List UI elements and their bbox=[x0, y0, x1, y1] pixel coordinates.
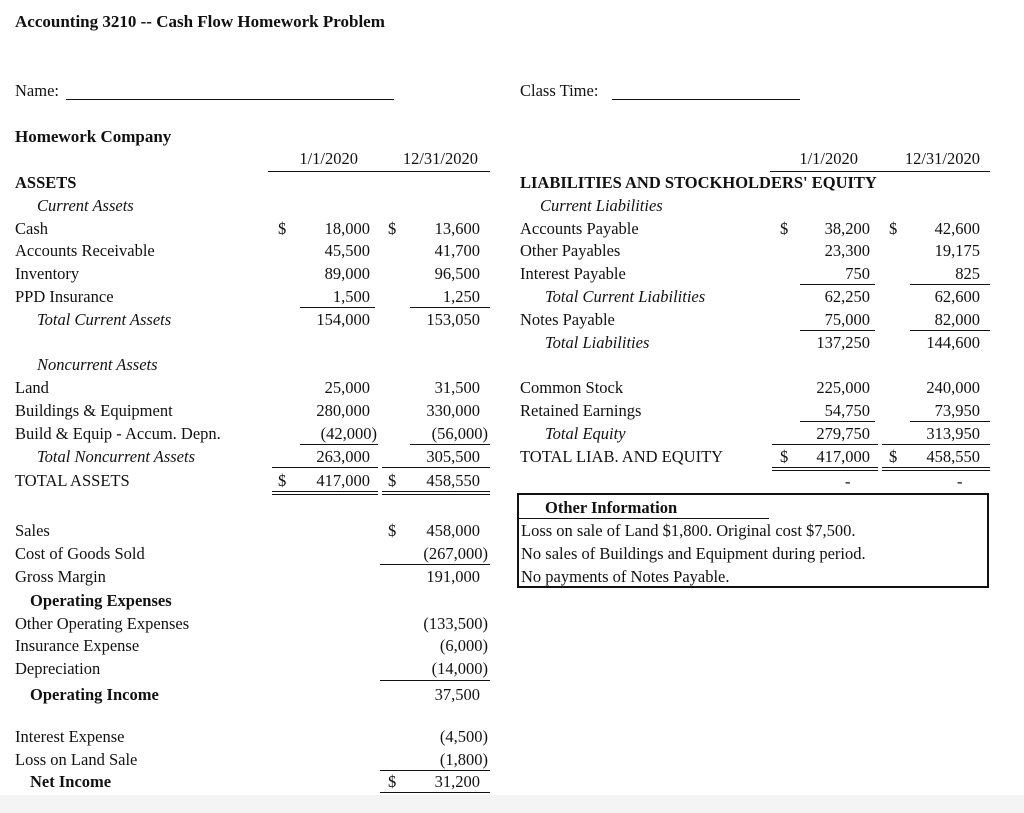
subtotal-rule bbox=[300, 307, 375, 308]
land-value-1: 25,000 bbox=[324, 378, 370, 397]
subtotal-rule bbox=[380, 680, 490, 681]
accounts-payable-dollar-1: $ bbox=[780, 219, 789, 238]
cogs-value: (267,000) bbox=[423, 544, 488, 563]
interest-payable-value-1: 750 bbox=[845, 264, 870, 283]
loss-on-land-sale-label: Loss on Land Sale bbox=[15, 750, 138, 769]
interest-expense-value: (4,500) bbox=[439, 727, 488, 746]
total-liabilities-value-2: 144,600 bbox=[926, 333, 980, 352]
subtotal-rule bbox=[410, 307, 490, 308]
net-income-value: 31,200 bbox=[434, 772, 480, 791]
depreciation-label: Depreciation bbox=[15, 659, 101, 678]
total-current-liabilities-label: Total Current Liabilities bbox=[545, 287, 706, 306]
other-payables-value-1: 23,300 bbox=[824, 241, 870, 260]
accounts-payable-dollar-2: $ bbox=[889, 219, 898, 238]
other-payables-label: Other Payables bbox=[520, 241, 621, 260]
total-rule bbox=[272, 467, 378, 468]
land-label: Land bbox=[15, 378, 49, 397]
other-information-heading-rule bbox=[519, 518, 769, 519]
total-liab-equity-dollar-1: $ bbox=[780, 447, 789, 466]
name-field-line[interactable] bbox=[66, 99, 394, 100]
total-liabilities-value-1: 137,250 bbox=[816, 333, 870, 352]
retained-earnings-value-1: 54,750 bbox=[824, 401, 870, 420]
double-underline bbox=[382, 491, 490, 492]
subtotal-rule bbox=[410, 444, 490, 445]
subtotal-rule bbox=[910, 421, 990, 422]
balance-check-2: - bbox=[957, 472, 963, 491]
subtotal-rule bbox=[380, 564, 490, 565]
accum-depn-value-1: (42,000) bbox=[320, 424, 377, 443]
cash-dollar-2: $ bbox=[388, 219, 397, 238]
land-value-2: 31,500 bbox=[434, 378, 480, 397]
insurance-expense-label: Insurance Expense bbox=[15, 636, 140, 655]
ppd-insurance-label: PPD Insurance bbox=[15, 287, 114, 306]
current-assets-heading: Current Assets bbox=[37, 196, 134, 215]
operating-income-label: Operating Income bbox=[30, 685, 159, 704]
ar-value-2: 41,700 bbox=[434, 241, 480, 260]
cash-value-1: 18,000 bbox=[324, 219, 370, 238]
common-stock-label: Common Stock bbox=[520, 378, 624, 397]
document-title: Accounting 3210 -- Cash Flow Homework Problem bbox=[15, 12, 385, 31]
total-noncurrent-assets-value-1: 263,000 bbox=[316, 447, 370, 466]
double-underline bbox=[380, 792, 490, 793]
ppd-insurance-value-1: 1,500 bbox=[332, 287, 370, 306]
total-assets-label: TOTAL ASSETS bbox=[15, 471, 130, 490]
double-underline bbox=[882, 467, 990, 468]
cogs-label: Cost of Goods Sold bbox=[15, 544, 145, 563]
cash-label: Cash bbox=[15, 219, 48, 238]
insurance-expense-value: (6,000) bbox=[439, 636, 488, 655]
liab-header-rule bbox=[770, 171, 990, 172]
balance-check-1: - bbox=[845, 472, 851, 491]
notes-payable-value-2: 82,000 bbox=[934, 310, 980, 329]
total-current-liabilities-value-2: 62,600 bbox=[934, 287, 980, 306]
subtotal-rule bbox=[910, 284, 990, 285]
interest-expense-label: Interest Expense bbox=[15, 727, 125, 746]
assets-heading: ASSETS bbox=[15, 173, 77, 192]
buildings-equipment-value-1: 280,000 bbox=[316, 401, 370, 420]
total-current-assets-value-2: 153,050 bbox=[426, 310, 480, 329]
cash-value-2: 13,600 bbox=[434, 219, 480, 238]
gross-margin-label: Gross Margin bbox=[15, 567, 106, 586]
total-noncurrent-assets-value-2: 305,500 bbox=[426, 447, 480, 466]
loss-on-land-sale-value: (1,800) bbox=[439, 750, 488, 769]
total-noncurrent-assets-label: Total Noncurrent Assets bbox=[37, 447, 195, 466]
depreciation-value: (14,000) bbox=[431, 659, 488, 678]
other-info-line: No payments of Notes Payable. bbox=[521, 567, 730, 586]
interest-payable-label: Interest Payable bbox=[520, 264, 626, 283]
net-income-label: Net Income bbox=[30, 772, 112, 791]
accounts-payable-value-1: 38,200 bbox=[824, 219, 870, 238]
inventory-value-2: 96,500 bbox=[434, 264, 480, 283]
double-underline bbox=[382, 494, 490, 495]
inventory-value-1: 89,000 bbox=[324, 264, 370, 283]
total-assets-dollar-2: $ bbox=[388, 471, 397, 490]
sales-dollar: $ bbox=[388, 521, 397, 540]
total-current-assets-value-1: 154,000 bbox=[316, 310, 370, 329]
notes-payable-label: Notes Payable bbox=[520, 310, 615, 329]
total-liabilities-label: Total Liabilities bbox=[545, 333, 650, 352]
total-current-assets-label: Total Current Assets bbox=[37, 310, 172, 329]
class-time-field-line[interactable] bbox=[612, 99, 800, 100]
company-name: Homework Company bbox=[15, 127, 172, 146]
assets-date-1: 1/1/2020 bbox=[299, 149, 358, 168]
other-info-line: Loss on sale of Land $1,800. Original cost $7,500. bbox=[521, 521, 856, 540]
subtotal-rule bbox=[300, 444, 378, 445]
total-assets-dollar-1: $ bbox=[278, 471, 287, 490]
total-equity-value-2: 313,950 bbox=[926, 424, 980, 443]
gross-margin-value: 191,000 bbox=[426, 567, 480, 586]
ppd-insurance-value-2: 1,250 bbox=[442, 287, 480, 306]
double-underline bbox=[772, 470, 878, 471]
other-operating-expenses-label: Other Operating Expenses bbox=[15, 614, 190, 633]
interest-payable-value-2: 825 bbox=[955, 264, 980, 283]
current-liabilities-heading: Current Liabilities bbox=[540, 196, 663, 215]
subtotal-rule bbox=[800, 284, 875, 285]
liab-date-1: 1/1/2020 bbox=[799, 149, 858, 168]
total-equity-label: Total Equity bbox=[545, 424, 626, 443]
total-assets-value-2: 458,550 bbox=[426, 471, 480, 490]
retained-earnings-value-2: 73,950 bbox=[934, 401, 980, 420]
subtotal-rule bbox=[800, 330, 875, 331]
retained-earnings-label: Retained Earnings bbox=[520, 401, 642, 420]
total-liab-equity-value-1: 417,000 bbox=[816, 447, 870, 466]
total-current-liabilities-value-1: 62,250 bbox=[824, 287, 870, 306]
accum-depn-label: Build & Equip - Accum. Depn. bbox=[15, 424, 221, 443]
other-payables-value-2: 19,175 bbox=[934, 241, 980, 260]
other-info-line: No sales of Buildings and Equipment during period. bbox=[521, 544, 866, 563]
liabilities-equity-heading: LIABILITIES AND STOCKHOLDERS' EQUITY bbox=[520, 173, 877, 192]
name-label: Name: bbox=[15, 81, 59, 100]
double-underline bbox=[882, 470, 990, 471]
common-stock-value-1: 225,000 bbox=[816, 378, 870, 397]
total-equity-value-1: 279,750 bbox=[816, 424, 870, 443]
class-time-label: Class Time: bbox=[520, 81, 599, 100]
accounts-payable-value-2: 42,600 bbox=[934, 219, 980, 238]
subtotal-rule bbox=[910, 330, 990, 331]
assets-header-rule bbox=[268, 171, 490, 172]
double-underline bbox=[772, 467, 878, 468]
liab-date-2: 12/31/2020 bbox=[904, 149, 980, 168]
double-underline bbox=[272, 491, 378, 492]
buildings-equipment-label: Buildings & Equipment bbox=[15, 401, 173, 420]
common-stock-value-2: 240,000 bbox=[926, 378, 980, 397]
double-underline bbox=[272, 494, 378, 495]
inventory-label: Inventory bbox=[15, 264, 80, 283]
subtotal-rule bbox=[380, 770, 490, 771]
noncurrent-assets-heading: Noncurrent Assets bbox=[37, 355, 158, 374]
total-assets-value-1: 417,000 bbox=[316, 471, 370, 490]
total-liab-equity-label: TOTAL LIAB. AND EQUITY bbox=[520, 447, 724, 466]
accum-depn-value-2: (56,000) bbox=[431, 424, 488, 443]
operating-expenses-heading: Operating Expenses bbox=[30, 591, 172, 610]
total-liab-equity-value-2: 458,550 bbox=[926, 447, 980, 466]
total-liab-equity-dollar-2: $ bbox=[889, 447, 898, 466]
buildings-equipment-value-2: 330,000 bbox=[426, 401, 480, 420]
other-operating-expenses-value: (133,500) bbox=[423, 614, 488, 633]
subtotal-rule bbox=[800, 421, 875, 422]
ar-value-1: 45,500 bbox=[324, 241, 370, 260]
sales-label: Sales bbox=[15, 521, 50, 540]
accounts-payable-label: Accounts Payable bbox=[520, 219, 639, 238]
sales-value: 458,000 bbox=[426, 521, 480, 540]
assets-date-2: 12/31/2020 bbox=[402, 149, 478, 168]
other-information-heading: Other Information bbox=[545, 498, 678, 517]
operating-income-value: 37,500 bbox=[434, 685, 480, 704]
net-income-dollar: $ bbox=[388, 772, 397, 791]
total-rule bbox=[772, 444, 878, 445]
ar-label: Accounts Receivable bbox=[15, 241, 155, 260]
total-rule bbox=[382, 467, 490, 468]
cash-dollar-1: $ bbox=[278, 219, 287, 238]
notes-payable-value-1: 75,000 bbox=[824, 310, 870, 329]
page-bottom-margin bbox=[0, 795, 1024, 813]
total-rule bbox=[882, 444, 990, 445]
